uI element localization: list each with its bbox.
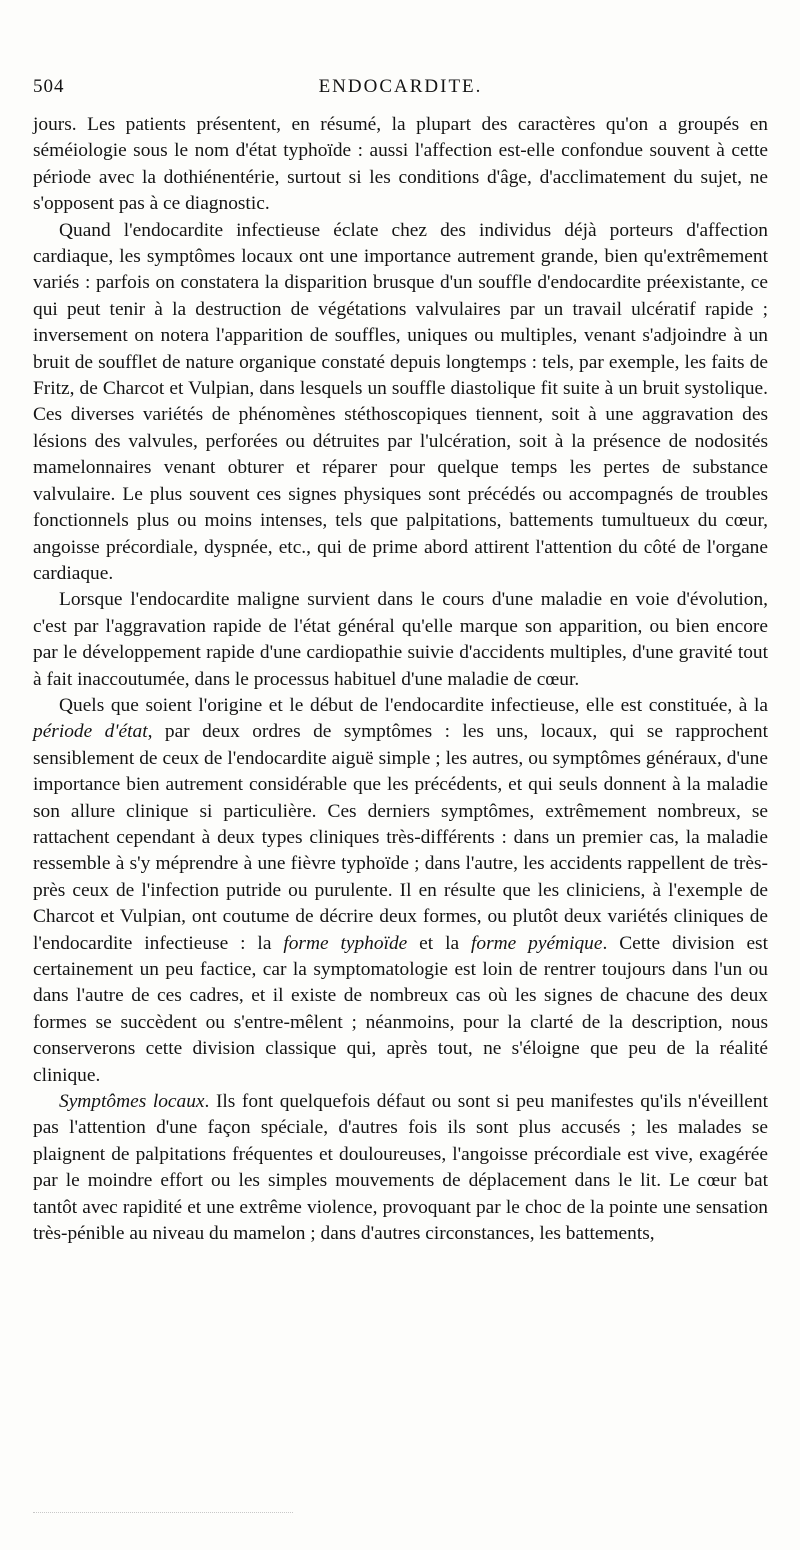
running-title: ENDOCARDITE. bbox=[318, 76, 483, 97]
page-number: 504 bbox=[33, 76, 65, 97]
paragraph-2 bbox=[33, 218, 768, 588]
italic-term-forme-pyemique: forme pyémique bbox=[471, 932, 603, 954]
paragraph-3 bbox=[33, 587, 768, 693]
page-header bbox=[33, 72, 768, 112]
italic-term-periode-detat: période d'état bbox=[33, 721, 148, 743]
book-page bbox=[33, 72, 768, 1247]
text-run: Quand l'endocardite infectieuse éclate chez des individus déjà porteurs d'affection cardiaque, les symptômes locaux ont une importance autrement grande, bien qu'extrêmement variés : parfois on constatera la disparition brusque d'un souffle d'endocardite préexistante, ce qui peut tenir à la destruction de végétations valvulaires par un travail ulcératif rapide ; inversement on notera l'apparition de souffles, uniques ou multiples, venant s'adjoindre à un bruit de soufflet de nature organique constaté depuis longtemps : tels, par exemple, les faits de Fritz, de Charcot et Vulpian, dans lesquels un souffle diastolique fit suite à un bruit systolique. Ces diverses variétés de phénomènes stéthoscopiques tiennent, soit à une aggravation des lésions des valvules, perforées ou détruites par l'ulcération, soit à la présence de nodosités mamelonnaires venant obturer et réparer pour quelque temps les pertes de substance valvulaire. Le plus souvent ces signes physiques sont précédés ou accompagnés de troubles fonctionnels plus ou moins intenses, tels que palpitations, battements tumultueux du cœur, angoisse précordiale, dyspnée, etc., qui de prime abord attirent l'attention du côté de l'organe cardiaque. bbox=[33, 219, 768, 584]
text-run: et la bbox=[407, 932, 471, 954]
paragraph-5 bbox=[33, 1089, 768, 1247]
text-run: . Ils font quelquefois défaut ou sont si peu manifestes qu'ils n'éveillent pas l'attention d'une façon spéciale, d'autres fois ils sont plus accusés ; les malades se plaignent de palpitations fréquentes et douloureuses, l'angoisse précordiale est vive, exagérée par le moindre effort ou les simples mouvements de déplacement dans le lit. Le cœur bat tantôt avec rapidité et une extrême violence, provoquant par le choc de la pointe une sensation très-pénible au niveau du mamelon ; dans d'autres circonstances, les battements, bbox=[33, 1091, 768, 1245]
text-run: Lorsque l'endocardite maligne survient dans le cours d'une maladie en voie d'évolution, c'est par l'aggravation rapide de l'état général qu'elle marque son apparition, ou bien encore par le développement rapide d'une cardiopathie suivie d'accidents multiples, d'une gravité tout à fait inaccoutumée, dans le processus habituel d'une maladie de cœur. bbox=[33, 589, 768, 690]
paragraph-1 bbox=[33, 112, 768, 218]
text-run: , par deux ordres de symptômes : les uns, locaux, qui se rapprochent sensiblement de ceux de l'endocardite aiguë simple ; les autres, ou symptômes généraux, d'une importance bien autrement considérable que les précédents, et qui seuls donnent à la maladie son allure clinique si particulière. Ces derniers symptômes, extrêmement nombreux, se rattachent cependant à deux types cliniques très-différents : dans un premier cas, la maladie ressemble à s'y méprendre à une fièvre typhoïde ; dans l'autre, les accidents rappellent de très-près ceux de l'infection putride ou purulente. Il en résulte que les cliniciens, à l'exemple de Charcot et Vulpian, ont coutume de décrire deux formes, ou plutôt deux variétés cliniques de l'endocardite infectieuse : la bbox=[33, 721, 769, 954]
italic-term-forme-typhoide: forme typhoïde bbox=[283, 932, 408, 954]
paragraph-4 bbox=[33, 693, 768, 1089]
text-run: . Cette division est certainement un peu factice, car la symptomatologie est loin de rentrer toujours dans l'un ou dans l'autre de ces cadres, et il existe de nombreux cas où les signes de chacune des deux formes se succèdent ou s'entre-mêlent ; néanmoins, pour la clarté de la description, nous conserverons cette division classique qui, après tout, ne s'éloigne que peu de la réalité clinique. bbox=[33, 932, 768, 1086]
section-heading-symptomes-locaux: Symptômes locaux bbox=[59, 1091, 205, 1113]
text-run: Quels que soient l'origine et le début de l'endocardite infectieuse, elle est constituée, à la bbox=[59, 694, 768, 716]
footer-dotted-rule bbox=[33, 1512, 293, 1513]
body-text bbox=[33, 112, 768, 1247]
text-run: jours. Les patients présentent, en résumé, la plupart des caractères qu'on a groupés en séméiologie sous le nom d'état typhoïde : aussi l'affection est-elle confondue souvent à cette période avec la dothiénentérie, surtout si les conditions d'âge, d'acclimatement du sujet, ne s'opposent pas à ce diagnostic. bbox=[33, 114, 768, 215]
